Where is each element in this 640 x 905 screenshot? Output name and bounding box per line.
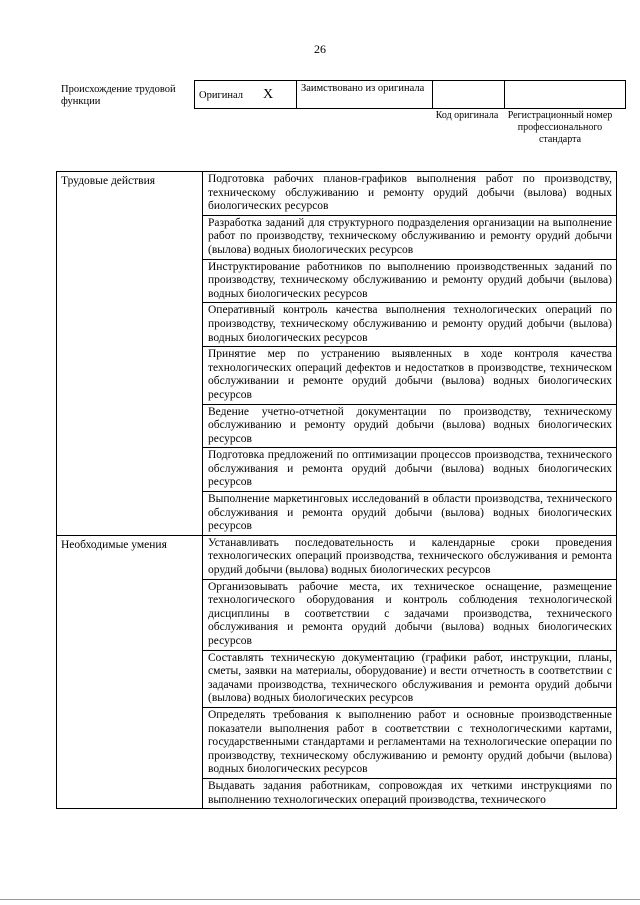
table-cell-text: Подготовка предложений по оптимизации процессов производства, технического обслуживания и ремонта орудий добычи (вылова) водных биологических ресурсов	[203, 448, 617, 492]
table-cell-text: Организовывать рабочие места, их техническое оснащение, размещение технологического оборудования и контроль соблюдения технологической дисциплины в соответствии с задачами производства, технического обслуживания и ремонта орудий добычи (вылова) водных биологических ресурсов	[203, 579, 617, 650]
page-bottom-edge	[0, 899, 640, 900]
origin-table	[194, 80, 626, 109]
original-mark: X	[263, 86, 274, 102]
caption-reg-number: Регистрационный номер профессионального стандарта	[507, 110, 613, 145]
table-cell-text: Выдавать задания работникам, сопровождая их четкими инструкциями по выполнению технологических операций производства, технического	[203, 778, 617, 808]
table-cell-text: Выполнение маркетинговых исследований в области производства, технического обслуживания и ремонта орудий добычи (вылова) водных биологических ресурсов	[203, 492, 617, 536]
section-label: Необходимые умения	[57, 535, 203, 808]
table-cell-text: Составлять техническую документацию (графики работ, инструкции, планы, сметы, заявки на материалы, оборудование) и вести отчетность в соответствии с задачами производства, технического обслуживания и ремонта орудий добычи (вылова) водных биологических ресурсов	[203, 650, 617, 707]
origin-label: Происхождение трудовой функции	[61, 84, 176, 107]
page-number: 26	[314, 42, 326, 56]
table-cell-text: Определять требования к выполнению работ и основные производственные показатели выполнения работ в соответствии с технологическими картами, государственными стандартами и регламентами на технологические операции по производству, техническому обслуживанию и ремонту орудий добычи (вылова) водных биологических ресурсов	[203, 707, 617, 778]
table-cell-text: Устанавливать последовательность и календарные сроки проведения технологических операций производства, технического обслуживания и ремонта орудий добычи (вылова) водных биологических ресурсов	[203, 535, 617, 579]
table-row	[57, 535, 617, 579]
table-cell-text: Принятие мер по устранению выявленных в ходе контроля качества технологических операций дефектов и недостатков в производстве, техническом обслуживании и ремонте орудий добычи (вылова) водных биологических ресурсов	[203, 347, 617, 404]
original-cell	[195, 81, 297, 109]
borrowed-cell: Заимствовано из оригинала	[297, 81, 433, 109]
table-cell-text: Разработка заданий для структурного подразделения организации на выполнение работ по производству, техническому обслуживанию и ремонту орудий добычи (вылова) водных биологических ресурсов	[203, 215, 617, 259]
table-row	[57, 172, 617, 216]
reg-number-cell	[505, 81, 626, 109]
table-cell-text: Оперативный контроль качества выполнения технологических операций по производству, техническому обслуживанию и ремонту орудий добычи (вылова) водных биологических ресурсов	[203, 303, 617, 347]
table-cell-text: Ведение учетно-отчетной документации по производству, техническому обслуживанию и ремонту орудий добычи (вылова) водных биологических ресурсов	[203, 404, 617, 448]
code-cell	[433, 81, 505, 109]
original-label: Оригинал	[199, 89, 243, 101]
caption-code: Код оригинала	[435, 110, 499, 121]
section-label: Трудовые действия	[57, 172, 203, 536]
table-cell-text: Подготовка рабочих планов-графиков выполнения работ по производству, техническому обслуживанию и ремонту орудий добычи (вылова) водных биологических ресурсов	[203, 172, 617, 216]
functions-table	[56, 171, 617, 809]
table-cell-text: Инструктирование работников по выполнению производственных заданий по производству, техническому обслуживанию и ремонту орудий добычи (вылова) водных биологических ресурсов	[203, 259, 617, 303]
